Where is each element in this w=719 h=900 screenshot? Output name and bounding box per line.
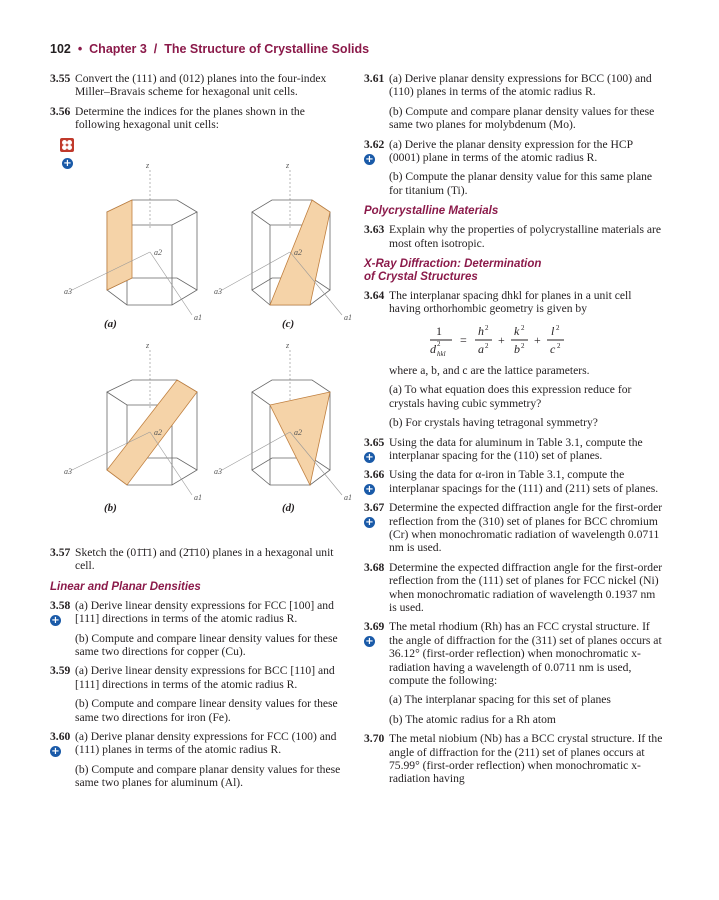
problem-3-69-b: (b) The atomic radius for a Rh atom [389,712,556,726]
problem-3-64 [364,289,664,316]
svg-text:1: 1 [436,323,442,338]
problem-text: The interplanar spacing dhkl for planes in a unit cell having orthorhombic geometry is given by [389,289,632,316]
svg-text:z: z [286,341,290,350]
problem-text: Using the data for α-iron in Table 3.1, compute the interplanar spacings for the (111) and (211) sets of planes. [389,468,659,495]
problem-number: 3.58 [50,598,71,612]
plus-icon: + [365,451,374,463]
svg-text:a3: a3 [214,287,222,296]
problem-number: 3.59 [50,664,71,678]
problem-part-a: (a) Derive linear density expressions for FCC [100] and [111] directions in terms of the atomic radius R. [75,598,334,626]
svg-text:+: + [498,332,505,347]
problem-number: 3.62 [364,137,385,151]
problem-text: Determine the indices for the planes shown in the following hexagonal unit cells: [75,104,305,132]
problem-3-58-b: (b) Compute and compare linear density values for these same two directions for copper (Cu). [75,631,338,659]
svg-text:a2: a2 [294,248,302,257]
problem-3-69-a: (a) The interplanar spacing for this set of planes [389,693,611,707]
problem-number: 3.65 [364,435,385,449]
problem-part-a: (a) Derive planar density expressions for FCC (100) and (111) planes in terms of the atomic radius R. [75,730,337,757]
problem-number: 3.60 [50,730,71,744]
figure-label-c: (c) [282,318,295,330]
svg-text:2: 2 [485,341,489,350]
problem-3-64-where: where a, b, and c are the lattice parameters. [389,363,590,377]
svg-text:d: d [430,341,436,356]
plus-icon: + [365,636,374,648]
web-resource-icon [60,138,74,152]
section-heading-polycrystalline: Polycrystalline Materials [364,205,499,218]
right-column [364,72,664,792]
problem-3-62-b: (b) Compute the planar density value for this same plane for titanium (Ti). [389,170,653,197]
svg-text:a2: a2 [154,428,162,437]
problem-3-67 [364,501,664,555]
figure-label-d: (d) [282,502,295,514]
svg-text:z: z [286,161,290,170]
svg-text:2: 2 [485,323,489,332]
problem-text: Determine the expected diffraction angle for the first-order reflection from the (310) set of planes for BCC chromium (Cr) when monochromatic radiation of wavelength 0.0711 nm is used. [389,501,663,555]
problem-number: 3.57 [50,546,71,559]
problem-3-62 [364,138,664,165]
page-number: 102 [50,42,71,56]
cell-b [64,341,202,502]
svg-text:2: 2 [521,341,525,350]
chapter-label: Chapter 3 [89,42,147,56]
hexagonal-cells-figure [52,160,362,520]
section-heading-xray [364,258,664,284]
figure-label-b: (b) [104,502,117,514]
problem-3-59 [50,664,352,691]
chapter-title: The Structure of Crystalline Solids [164,42,370,56]
left-column-lower [50,546,352,796]
problem-3-69 [364,620,664,687]
running-header [50,42,369,56]
svg-text:h: h [478,323,484,338]
problem-3-65 [364,436,664,463]
problem-number: 3.69 [364,620,385,634]
problem-3-61-b: (b) Compute and compare planar density values for these same two planes for molybdenum (Mo). [389,104,655,132]
plus-icon: + [365,517,374,529]
svg-text:2: 2 [557,341,561,350]
problem-number: 3.67 [364,501,385,515]
section-heading-line-1: X-Ray Diffraction: Determination [364,258,542,271]
svg-text:z: z [146,161,150,170]
problem-text: Sketch the (01̄1̄1) and (2̄1̄10) planes in a hexagonal unit cell. [75,546,334,573]
svg-text:a3: a3 [64,467,72,476]
plus-icon: + [51,746,60,758]
problem-number: 3.70 [364,732,385,746]
problem-text: Convert the (111) and (012) planes into the four-index Miller–Bravais scheme for hexagonal unit cells. [75,72,327,99]
svg-text:b: b [514,341,520,356]
cell-d [214,341,352,502]
problem-3-60 [50,730,352,757]
svg-text:2: 2 [437,339,441,348]
svg-text:2: 2 [521,323,525,332]
svg-text:hkl: hkl [437,349,446,358]
plus-icon: + [365,484,374,496]
problem-3-60-b: (b) Compute and compare planar density values for these same two planes for aluminum (Al). [75,762,341,790]
problem-text: Using the data for aluminum in Table 3.1, compute the interplanar spacing for the (110) set of planes. [389,435,643,462]
problem-3-61 [364,72,664,99]
problem-text: The metal rhodium (Rh) has an FCC crystal structure. If the angle of diffraction for the (311) set of planes occurs at 36.12° (first-order reflection) when monochromatic x-radiation having a wavelength of 0.0711 nm is used, compute the following: [389,620,662,687]
section-heading-linear-planar: Linear and Planar Densities [50,580,201,593]
interplanar-spacing-formula [424,322,624,358]
svg-text:a1: a1 [344,313,352,322]
plus-icon: + [63,158,72,169]
section-heading-line-2: of Crystal Structures [364,271,478,284]
problem-number: 3.68 [364,560,385,574]
problem-part-a: (a) Derive the planar density expression for the HCP (0001) plane in terms of the atomic radius R. [389,137,633,165]
problem-number: 3.63 [364,223,385,237]
problem-3-66 [364,468,664,495]
svg-text:a1: a1 [194,313,202,322]
cell-a [64,161,202,322]
problem-3-55 [50,72,352,99]
header-slash: / [153,42,158,56]
svg-text:a1: a1 [344,493,352,502]
svg-text:2: 2 [556,323,560,332]
problem-3-70 [364,732,664,786]
problem-number: 3.61 [364,72,385,85]
problem-text: The metal niobium (Nb) has a BCC crystal structure. If the angle of diffraction for the (211) set of planes occurs at 75.99° (first-order reflection) when monochromatic x-radiation having [389,732,663,786]
problem-3-58 [50,599,352,626]
svg-text:k: k [514,323,520,338]
plus-icon: + [51,614,60,626]
svg-text:a3: a3 [64,287,72,296]
left-column [50,72,352,138]
problem-3-64-b: (b) For crystals having tetragonal symmetry? [389,416,598,430]
svg-text:l: l [551,323,555,338]
svg-text:a2: a2 [154,248,162,257]
problem-number: 3.56 [50,104,71,118]
svg-text:z: z [146,341,150,350]
svg-text:a1: a1 [194,493,202,502]
figure-label-a: (a) [104,318,117,330]
svg-text:a3: a3 [214,467,222,476]
problem-text: Determine the expected diffraction angle for the first-order reflection from the (111) set of planes for FCC nickel (Ni) when monochromatic radiation of wavelength 0.1937 nm is used. [389,560,663,614]
problem-3-59-b: (b) Compute and compare linear density values for these same two directions for iron (Fe). [75,697,338,724]
header-dot: • [77,42,83,56]
problem-part-a: (a) Derive linear density expressions for BCC [110] and [111] directions in terms of the atomic radius R. [75,664,335,691]
problem-part-a: (a) Derive planar density expressions for BCC (100) and (110) planes in terms of the atomic radius R. [389,72,652,99]
svg-text:a: a [478,341,484,356]
problem-number: 3.66 [364,468,385,482]
problem-number: 3.55 [50,72,71,85]
plus-icon: + [365,153,374,165]
problem-number: 3.64 [364,289,385,303]
problem-3-64-a: (a) To what equation does this expression reduce for crystals having cubic symmetry? [389,383,632,410]
problem-3-68 [364,561,664,615]
svg-text:c: c [550,341,556,356]
problem-3-63 [364,223,664,250]
cell-c [214,161,352,322]
problem-3-56 [50,105,352,132]
svg-text:+: + [534,332,541,347]
problem-3-57 [50,546,352,573]
svg-text:a2: a2 [294,428,302,437]
problem-text: Explain why the properties of polycrystalline materials are most often isotropic. [389,223,662,250]
svg-text:=: = [460,332,467,347]
